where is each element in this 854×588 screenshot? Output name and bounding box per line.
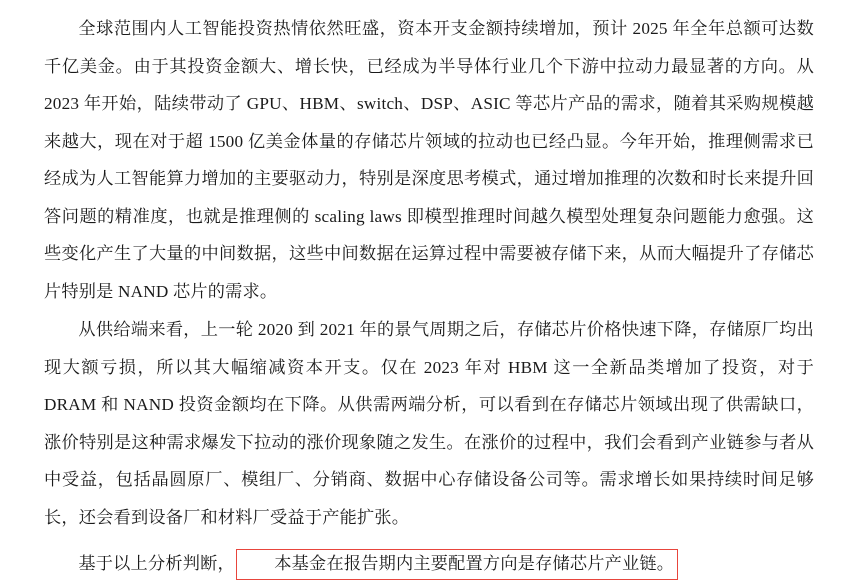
highlighted-conclusion: 本基金在报告期内主要配置方向是存储芯片产业链。 [236, 549, 678, 580]
conclusion-lead-in: 基于以上分析判断， [78, 554, 235, 573]
page-bottom-edge [0, 582, 854, 588]
conclusion-paragraph [44, 545, 814, 583]
paragraph-2: 从供给端来看，上一轮 2020 到 2021 年的景气周期之后，存储芯片价格快速下降，存储原厂均出现大额亏损，所以其大幅缩减资本开支。仅在 2023 年对 HBM 这一全新品类增加了投资，对于 DRAM 和 NAND 投资金额均在下降。从供需两端分析，可以看到在存储芯片领域出现了供需缺口，涨价特别是这种需求爆发下拉动的涨价现象随之发生。在涨价的过程中，我们会看到产业链参与者从中受益，包括晶圆原厂、模组厂、分销商、数据中心存储设备公司等。需求增长如果持续时间足够长，还会看到设备厂和材料厂受益于产能扩张。 [44, 320, 814, 527]
paragraph-1: 全球范围内人工智能投资热情依然旺盛，资本开支金额持续增加，预计 2025 年全年总额可达数千亿美金。由于其投资金额大、增长快，已经成为半导体行业几个下游中拉动力最显著的方向。从 2023 年开始，陆续带动了 GPU、HBM、switch、DSP、ASIC 等芯片产品的需求，随着其采购规模越来越大，现在对于超 1500 亿美金体量的存储芯片领域的拉动也已经凸显。今年开始，推理侧需求已经成为人工智能算力增加的主要驱动力，特别是深度思考模式，通过增加推理的次数和时长来提升回答问题的精准度，也就是推理侧的 scaling laws 即模型推理时间越久模型处理复杂问题能力愈强。这些变化产生了大量的中间数据，这些中间数据在运算过程中需要被存储下来，从而大幅提升了存储芯片特别是 NAND 芯片的需求。 [44, 19, 814, 301]
